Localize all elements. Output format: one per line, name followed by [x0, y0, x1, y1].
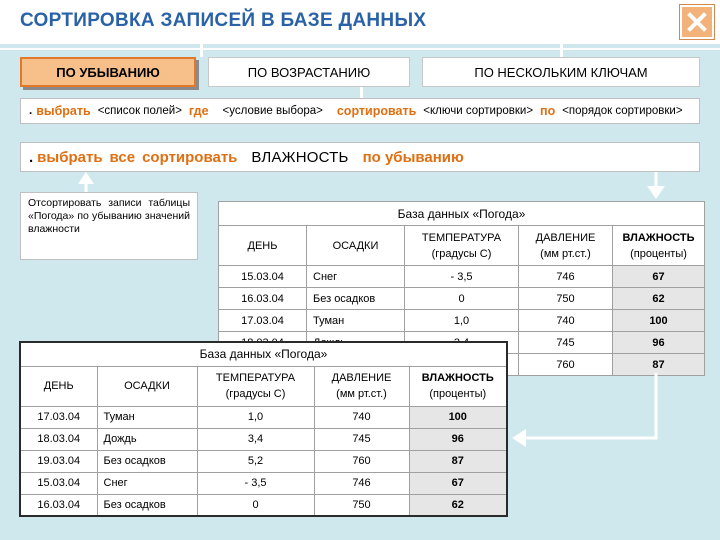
- cell-precip: Без осадков: [97, 494, 197, 516]
- cell-day: 16.03.04: [20, 494, 97, 516]
- cell-humidity: 100: [409, 406, 507, 428]
- cell-pressure: 746: [314, 472, 409, 494]
- command-dot: .: [29, 148, 34, 166]
- syntax-sort-keyword: сортировать: [336, 104, 417, 118]
- cell-pressure: 760: [519, 354, 613, 376]
- header-precip: ОСАДКИ: [97, 366, 197, 406]
- cell-pressure: 740: [519, 310, 613, 332]
- header-temp: [197, 366, 314, 406]
- connector-line: [0, 48, 720, 50]
- arrow-table-to-sorted: [512, 373, 656, 447]
- cell-pressure: 745: [519, 332, 613, 354]
- connector-line: [200, 44, 203, 57]
- cell-pressure: 750: [519, 288, 613, 310]
- syntax-by-keyword: по: [540, 104, 556, 118]
- header-precip: ОСАДКИ: [307, 226, 405, 266]
- header-humidity-unit: (проценты): [630, 247, 687, 260]
- cell-humidity: 96: [613, 332, 705, 354]
- cell-day: 15.03.04: [20, 472, 97, 494]
- page-title: СОРТИРОВКА ЗАПИСЕЙ В БАЗЕ ДАННЫХ: [20, 10, 427, 31]
- cell-humidity: 87: [409, 450, 507, 472]
- header-pressure-unit: (мм рт.ст.): [540, 247, 591, 260]
- table-row: [219, 266, 705, 288]
- cell-precip: Без осадков: [307, 288, 405, 310]
- cell-precip: Снег: [97, 472, 197, 494]
- header-humidity-unit: (проценты): [429, 388, 487, 400]
- syntax-where-keyword: где: [188, 104, 209, 118]
- command-sort-keyword: сортировать: [142, 148, 238, 166]
- header-temp-unit: (градусы С): [431, 247, 492, 260]
- query-syntax: [20, 98, 700, 124]
- cell-precip: Туман: [307, 310, 405, 332]
- sort-multiple-keys-button[interactable]: [422, 57, 700, 87]
- cell-temp: - 3,5: [405, 266, 519, 288]
- sort-descending-button[interactable]: [20, 57, 196, 87]
- close-button[interactable]: [680, 5, 714, 39]
- cell-pressure: 740: [314, 406, 409, 428]
- header-pressure-label: ДАВЛЕНИЕ: [535, 231, 596, 244]
- table-row: [20, 472, 507, 494]
- sort-ascending-button[interactable]: [208, 57, 410, 87]
- table-row: [219, 310, 705, 332]
- header-pressure-unit: (мм рт.ст.): [336, 388, 387, 400]
- cell-temp: 3,4: [197, 428, 314, 450]
- cell-precip: Туман: [97, 406, 197, 428]
- syntax-dot: .: [29, 105, 33, 117]
- syntax-sort-keys: <ключи сортировки>: [423, 105, 534, 117]
- cell-humidity: 87: [613, 354, 705, 376]
- sorted-table: [19, 341, 508, 517]
- syntax-sort-order: <порядок сортировки>: [562, 105, 683, 117]
- cell-day: 17.03.04: [20, 406, 97, 428]
- cell-humidity: 62: [409, 494, 507, 516]
- header-humidity: [409, 366, 507, 406]
- table-row: [219, 288, 705, 310]
- cell-humidity: 100: [613, 310, 705, 332]
- header-day: ДЕНЬ: [20, 366, 97, 406]
- cell-precip: Без осадков: [97, 450, 197, 472]
- cell-precip: Снег: [307, 266, 405, 288]
- cell-temp: 1,0: [197, 406, 314, 428]
- cell-pressure: 746: [519, 266, 613, 288]
- cell-temp: 5,2: [197, 450, 314, 472]
- table-row: [20, 406, 507, 428]
- connector-line: [560, 44, 563, 57]
- cell-day: 18.03.04: [20, 428, 97, 450]
- header-pressure-label: ДАВЛЕНИЕ: [331, 372, 392, 384]
- table-caption: База данных «Погода»: [20, 342, 507, 366]
- sort-descending-label: ПО УБЫВАНИЮ: [56, 64, 160, 80]
- command-field: ВЛАЖНОСТЬ: [251, 148, 349, 166]
- cell-temp: 0: [197, 494, 314, 516]
- cell-precip: Дождь: [97, 428, 197, 450]
- title-bar: [0, 0, 720, 44]
- sort-ascending-label: ПО ВОЗРАСТАНИЮ: [247, 64, 371, 80]
- command-order-keyword: по убыванию: [362, 148, 464, 166]
- header-pressure: [519, 226, 613, 266]
- table-row: [20, 428, 507, 450]
- cell-pressure: 745: [314, 428, 409, 450]
- cell-pressure: 750: [314, 494, 409, 516]
- syntax-select-keyword: выбрать: [36, 104, 91, 118]
- cell-humidity: 62: [613, 288, 705, 310]
- query-command: [20, 142, 700, 172]
- cell-day: 19.03.04: [20, 450, 97, 472]
- cell-humidity: 67: [409, 472, 507, 494]
- syntax-condition: <условие выбора>: [222, 105, 323, 117]
- command-select-keyword: выбрать: [37, 148, 103, 166]
- header-humidity: [613, 226, 705, 266]
- cell-day: 15.03.04: [219, 266, 307, 288]
- cell-temp: - 3,5: [197, 472, 314, 494]
- arrow-command-to-table: [647, 172, 665, 199]
- cell-day: 17.03.04: [219, 310, 307, 332]
- header-temp-label: ТЕМПЕРАТУРА: [421, 231, 502, 244]
- table-row: [20, 494, 507, 516]
- close-x-icon: [687, 12, 707, 32]
- arrow-note-to-command: [78, 172, 94, 192]
- cell-temp: 1,0: [405, 310, 519, 332]
- cell-temp: 0: [405, 288, 519, 310]
- header-day: ДЕНЬ: [219, 226, 307, 266]
- task-note: Отсортировать записи таблицы «Погода» по убыванию значений влажности: [20, 192, 198, 260]
- table-row: [20, 450, 507, 472]
- header-pressure: [314, 366, 409, 406]
- header-temp: [405, 226, 519, 266]
- cell-day: 16.03.04: [219, 288, 307, 310]
- cell-humidity: 67: [613, 266, 705, 288]
- header-humidity-label: ВЛАЖНОСТЬ: [421, 372, 494, 384]
- sort-multiple-keys-label: ПО НЕСКОЛЬКИМ КЛЮЧАМ: [474, 64, 648, 80]
- header-temp-unit: (градусы С): [225, 388, 286, 400]
- syntax-field-list: <список полей>: [97, 105, 182, 117]
- header-humidity-label: ВЛАЖНОСТЬ: [622, 231, 695, 244]
- header-temp-label: ТЕМПЕРАТУРА: [215, 372, 296, 384]
- cell-humidity: 96: [409, 428, 507, 450]
- command-all-keyword: все: [109, 148, 136, 166]
- cell-pressure: 760: [314, 450, 409, 472]
- table-caption: База данных «Погода»: [219, 202, 705, 226]
